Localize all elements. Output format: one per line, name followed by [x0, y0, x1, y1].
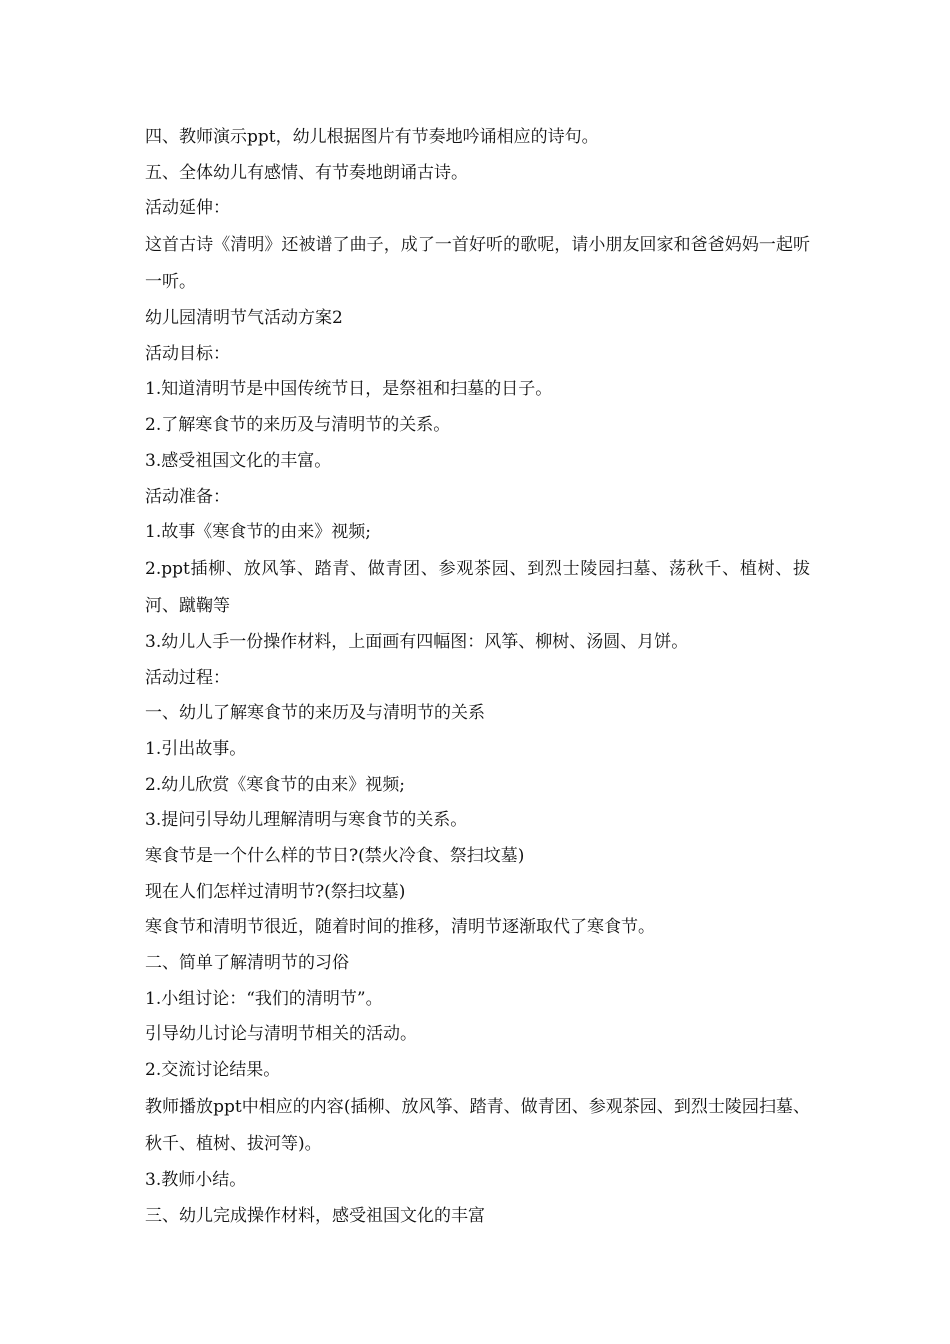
goal-item-3: 3.感受祖国文化的丰富。	[145, 450, 332, 471]
process-section-3: 三、幼儿完成操作材料，感受祖国文化的丰富	[145, 1205, 485, 1226]
heading-activity-preparation: 活动准备：	[145, 486, 230, 507]
paragraph-extension-text: 这首古诗《清明》还被谱了曲子，成了一首好听的歌呢，请小朋友回家和爸爸妈妈一起听一听。	[145, 235, 810, 293]
document-body	[145, 120, 810, 1234]
question-2: 现在人们怎样过清明节?(祭扫坟墓)	[145, 881, 406, 902]
process-item-2-1: 1.小组讨论：“我们的清明节”。	[145, 988, 383, 1009]
heading-activity-process: 活动过程：	[145, 667, 230, 688]
prep-item-2: 2.ppt插柳、放风筝、踏青、做青团、参观茶园、到烈士陵园扫墓、荡秋千、植树、拔河、蹴鞠等	[145, 558, 810, 616]
question-1: 寒食节是一个什么样的节日?(禁火冷食、祭扫坟墓)	[145, 846, 525, 866]
process-item-2-1-detail: 引导幼儿讨论与清明节相关的活动。	[145, 1024, 417, 1045]
process-item-2-3: 3.教师小结。	[145, 1169, 247, 1190]
process-item-2-2: 2.交流讨论结果。	[145, 1060, 281, 1081]
process-item-2-2-detail: 教师播放ppt中相应的内容(插柳、放风筝、踏青、做青团、参观茶园、到烈士陵园扫墓、秋千、植树、拔河等)。	[145, 1096, 810, 1154]
summary-text: 寒食节和清明节很近，随着时间的推移，清明节逐渐取代了寒食节。	[145, 917, 655, 938]
process-item-1-2: 2.幼儿欣赏《寒食节的由来》视频;	[145, 774, 405, 795]
paragraph-step-5: 五、全体幼儿有感情、有节奏地朗诵古诗。	[145, 162, 468, 183]
heading-activity-extension: 活动延伸：	[145, 198, 230, 219]
goal-item-1: 1.知道清明节是中国传统节日，是祭祖和扫墓的日子。	[145, 379, 553, 400]
process-section-1: 一、幼儿了解寒食节的来历及与清明节的关系	[145, 703, 485, 724]
process-section-2: 二、简单了解清明节的习俗	[145, 953, 349, 974]
heading-activity-goals: 活动目标：	[145, 343, 230, 364]
process-item-1-1: 1.引出故事。	[145, 738, 247, 759]
prep-item-3: 3.幼儿人手一份操作材料，上面画有四幅图：风筝、柳树、汤圆、月饼。	[145, 631, 689, 652]
paragraph-step-4: 四、教师演示ppt，幼儿根据图片有节奏地吟诵相应的诗句。	[145, 127, 599, 147]
prep-item-1: 1.故事《寒食节的由来》视频;	[145, 522, 371, 543]
goal-item-2: 2.了解寒食节的来历及与清明节的关系。	[145, 415, 451, 436]
section-title-plan-2: 幼儿园清明节气活动方案2	[145, 308, 343, 329]
process-item-1-3: 3.提问引导幼儿理解清明与寒食节的关系。	[145, 810, 468, 831]
